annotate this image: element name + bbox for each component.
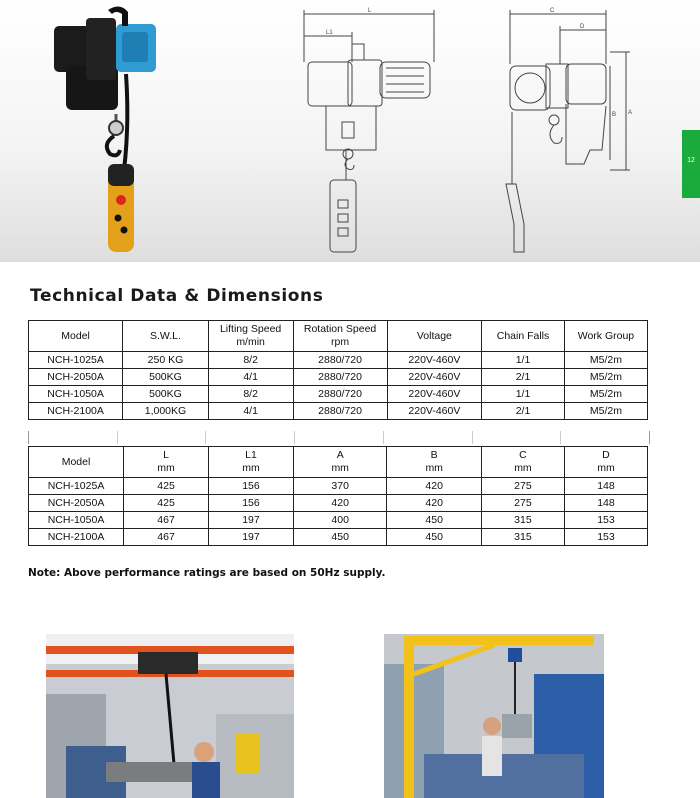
header-line: C — [519, 449, 527, 462]
cell: 2/1 — [482, 369, 565, 386]
cell: 220V-460V — [387, 403, 482, 420]
header-cell: Chain Falls — [482, 321, 565, 352]
cell: 153 — [564, 529, 647, 546]
cell: 500KG — [123, 369, 208, 386]
cell: 467 — [124, 512, 209, 529]
header-line: mm — [514, 462, 532, 474]
technical-data-table — [28, 320, 648, 420]
footnote: Note: Above performance ratings are based on 50Hz supply. — [28, 567, 386, 579]
header-line: B — [430, 449, 438, 462]
header-cell — [387, 447, 481, 478]
cell: NCH-2100A — [29, 403, 123, 420]
side-dimension-drawing — [498, 4, 648, 264]
cell: 420 — [387, 495, 481, 512]
page-number: 12 — [687, 157, 695, 164]
cell: 275 — [481, 478, 564, 495]
cell: 197 — [209, 529, 294, 546]
cell: M5/2m — [564, 352, 647, 369]
cell: 1/1 — [482, 352, 565, 369]
cell: NCH-1050A — [29, 512, 124, 529]
cell: 8/2 — [208, 352, 293, 369]
cell: 148 — [564, 495, 647, 512]
header-cell: Work Group — [564, 321, 647, 352]
cell: M5/2m — [564, 369, 647, 386]
header-cell — [564, 447, 647, 478]
table-row — [29, 403, 648, 420]
cell: 153 — [564, 512, 647, 529]
cell: 425 — [124, 495, 209, 512]
hoist-product-photo — [38, 4, 198, 262]
cell: 156 — [209, 478, 294, 495]
header-cell: Model — [29, 321, 123, 352]
cell: 420 — [387, 478, 481, 495]
cell: NCH-1025A — [29, 352, 123, 369]
header-cell — [293, 447, 387, 478]
cell: M5/2m — [564, 403, 647, 420]
cell: 450 — [387, 529, 481, 546]
cell: 400 — [293, 512, 387, 529]
svg-text:L1: L1 — [326, 30, 333, 36]
svg-text:A: A — [628, 110, 633, 116]
front-dimension-drawing — [290, 4, 450, 264]
cell: 450 — [293, 529, 387, 546]
cell: 315 — [481, 529, 564, 546]
header-line: mm — [597, 462, 615, 474]
cell: 4/1 — [208, 369, 293, 386]
jib-crane-photo — [384, 634, 604, 798]
table-header-row — [29, 321, 648, 352]
header-line: Rotation Speed — [303, 323, 377, 336]
cell: 2/1 — [482, 403, 565, 420]
svg-text:B: B — [612, 112, 617, 118]
header-line: L1 — [245, 449, 257, 462]
cell: NCH-2050A — [29, 495, 124, 512]
cell: 370 — [293, 478, 387, 495]
cell: 4/1 — [208, 403, 293, 420]
table-row — [29, 478, 648, 495]
cell: 156 — [209, 495, 294, 512]
svg-text:C: C — [550, 8, 555, 14]
header-line: m/min — [236, 336, 265, 348]
table-spacer — [28, 431, 650, 444]
cell: 220V-460V — [387, 369, 482, 386]
header-cell: Model — [29, 447, 124, 478]
cell: 450 — [387, 512, 481, 529]
cell: M5/2m — [564, 386, 647, 403]
header-line: mm — [242, 462, 260, 474]
table-row — [29, 386, 648, 403]
header-cell: S.W.L. — [123, 321, 208, 352]
table-header-row — [29, 447, 648, 478]
product-hero — [0, 0, 700, 262]
header-line: D — [602, 449, 610, 462]
cell: NCH-1050A — [29, 386, 123, 403]
svg-text:D: D — [580, 24, 585, 30]
cell: NCH-2050A — [29, 369, 123, 386]
cell: 2880/720 — [293, 352, 387, 369]
table-row — [29, 495, 648, 512]
cell: 467 — [124, 529, 209, 546]
cell: 2880/720 — [293, 369, 387, 386]
cell: 500KG — [123, 386, 208, 403]
header-cell — [124, 447, 209, 478]
cell: 220V-460V — [387, 352, 482, 369]
header-line: L — [163, 449, 169, 462]
header-line: Lifting Speed — [219, 323, 282, 336]
cell: 275 — [481, 495, 564, 512]
header-cell — [293, 321, 387, 352]
cell: 2880/720 — [293, 386, 387, 403]
cell: 250 KG — [123, 352, 208, 369]
header-line: mm — [331, 462, 349, 474]
header-cell — [208, 321, 293, 352]
dimensions-table — [28, 446, 648, 546]
cell: 148 — [564, 478, 647, 495]
table-row — [29, 352, 648, 369]
table-row — [29, 529, 648, 546]
header-line: mm — [157, 462, 175, 474]
cell: 425 — [124, 478, 209, 495]
header-line: A — [336, 449, 344, 462]
cell: 315 — [481, 512, 564, 529]
cell: 220V-460V — [387, 386, 482, 403]
overhead-crane-photo — [46, 634, 294, 798]
header-cell — [209, 447, 294, 478]
header-line: mm — [425, 462, 443, 474]
table-row — [29, 512, 648, 529]
cell: 2880/720 — [293, 403, 387, 420]
cell: NCH-1025A — [29, 478, 124, 495]
table-row — [29, 369, 648, 386]
header-cell — [481, 447, 564, 478]
cell: 197 — [209, 512, 294, 529]
page-tab — [682, 130, 700, 198]
svg-text:L: L — [368, 8, 372, 14]
cell: 8/2 — [208, 386, 293, 403]
cell: NCH-2100A — [29, 529, 124, 546]
header-cell: Voltage — [387, 321, 482, 352]
header-line: rpm — [331, 336, 350, 348]
cell: 1/1 — [482, 386, 565, 403]
section-title: Technical Data & Dimensions — [30, 286, 324, 306]
cell: 1,000KG — [123, 403, 208, 420]
cell: 420 — [293, 495, 387, 512]
